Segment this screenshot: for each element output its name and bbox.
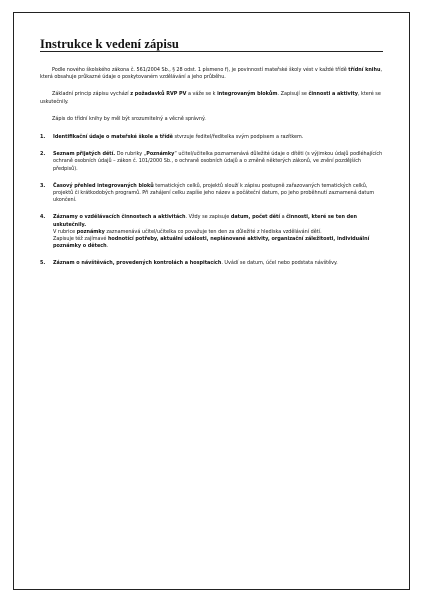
bold-text-run: datum, počet dětí xyxy=(230,214,281,221)
intro-paragraph xyxy=(40,91,385,105)
bold-text-run: Poznámky xyxy=(146,151,175,158)
text-run: . Vždy se zapisuje xyxy=(185,214,231,221)
list-item xyxy=(40,134,385,141)
text-run: . Uvádí se datum, účel nebo podstata návštěvy. xyxy=(221,260,338,267)
bold-text-run: poznámky xyxy=(76,228,105,235)
text-run: tematických celků, projektů slouží k zápisu postupně zařazovaných tematických celků, projektů či krátkodobých programů. Při zahájení celku zapíše jeho název a počáteční datum, po jeho proběhnutí zaznamená datum ukončení. xyxy=(53,182,375,204)
bold-text-run: integrovaným blokům xyxy=(217,91,278,98)
text-run: . Zapisují se xyxy=(277,91,309,98)
text-run: , které se uskutečnily. xyxy=(40,91,381,105)
list-item-number: 2. xyxy=(40,151,46,158)
bold-text-run: hodnotící potřeby, aktuální události, neplánované aktivity, organizační záležitosti, individuální poznámky o dětech xyxy=(53,236,370,250)
bold-text-run: Záznamy o vzdělávacích činnostech a aktivitách xyxy=(53,214,186,221)
bold-text-run: Záznam o návštěvách, provedených kontrolách a hospitacích xyxy=(53,260,222,267)
title-divider xyxy=(40,51,383,52)
intro-section xyxy=(40,67,385,123)
intro-paragraph xyxy=(40,67,385,81)
intro-paragraph xyxy=(40,116,385,123)
text-run: a váže se k xyxy=(186,91,218,98)
bold-text-run: činnosti a aktivity xyxy=(308,91,358,98)
bold-text-run: Identifikační údaje o mateřské škole a třídě xyxy=(53,134,173,141)
document-body xyxy=(40,67,385,278)
bold-text-run: třídní knihu xyxy=(348,67,381,73)
bold-text-run: z požadavků RVP PV xyxy=(130,91,187,98)
bold-text-run: Seznam přijatých dětí. xyxy=(53,151,116,158)
text-run: Podle nového školského zákona č. 561/2004 Sb., § 28 odst. 1 písmeno f), je povinností mateřské školy vést v každé třídě xyxy=(52,67,349,73)
text-run: Zápis do třídní knihy by měl být srozumitelný a věcně správný. xyxy=(52,115,206,122)
document-page xyxy=(13,12,410,590)
text-run: “ učitel/učitelka poznamenává důležité údaje o dítěti (s výjimkou údajů podléhajících ochraně osobních údajů – zákon č. 101/2000 Sb., o ochraně osobních údajů a o změně některých zákonů, ve znění pozdějších předpisů). xyxy=(53,151,383,172)
text-run: zaznamenává učitel/učitelka co považuje ten den za důležité z hlediska vzdělávání dětí. Zapisuje též zajímavé xyxy=(53,228,322,243)
list-item-number: 4. xyxy=(40,214,46,221)
bold-text-run: Časový přehled integrovaných bloků xyxy=(53,182,154,189)
list-item xyxy=(40,214,385,250)
page-title: Instrukce k vedení zápisu xyxy=(40,37,179,51)
bold-text-run: činnosti, které se ten den uskutečnily. xyxy=(53,214,357,228)
list-item-number: 1. xyxy=(40,134,46,141)
list-item-number: 3. xyxy=(40,182,46,189)
list-item xyxy=(40,260,385,267)
instruction-list xyxy=(40,134,385,268)
text-run: stvrzuje ředitel/ředitelka svým podpisem a razítkem. xyxy=(172,134,304,141)
list-item-number: 5. xyxy=(40,260,46,267)
text-run: V rubrice xyxy=(53,228,77,235)
text-run: , která obsahuje průkazné údaje o poskytovaném vzdělávání a jeho průběhu. xyxy=(40,67,383,81)
text-run: Základní princip zápisu vychází xyxy=(52,91,131,98)
list-item xyxy=(40,183,385,205)
text-run: a xyxy=(280,214,287,221)
list-item xyxy=(40,151,385,173)
text-run: . xyxy=(106,243,109,250)
text-run: Do rubriky „ xyxy=(115,151,147,158)
